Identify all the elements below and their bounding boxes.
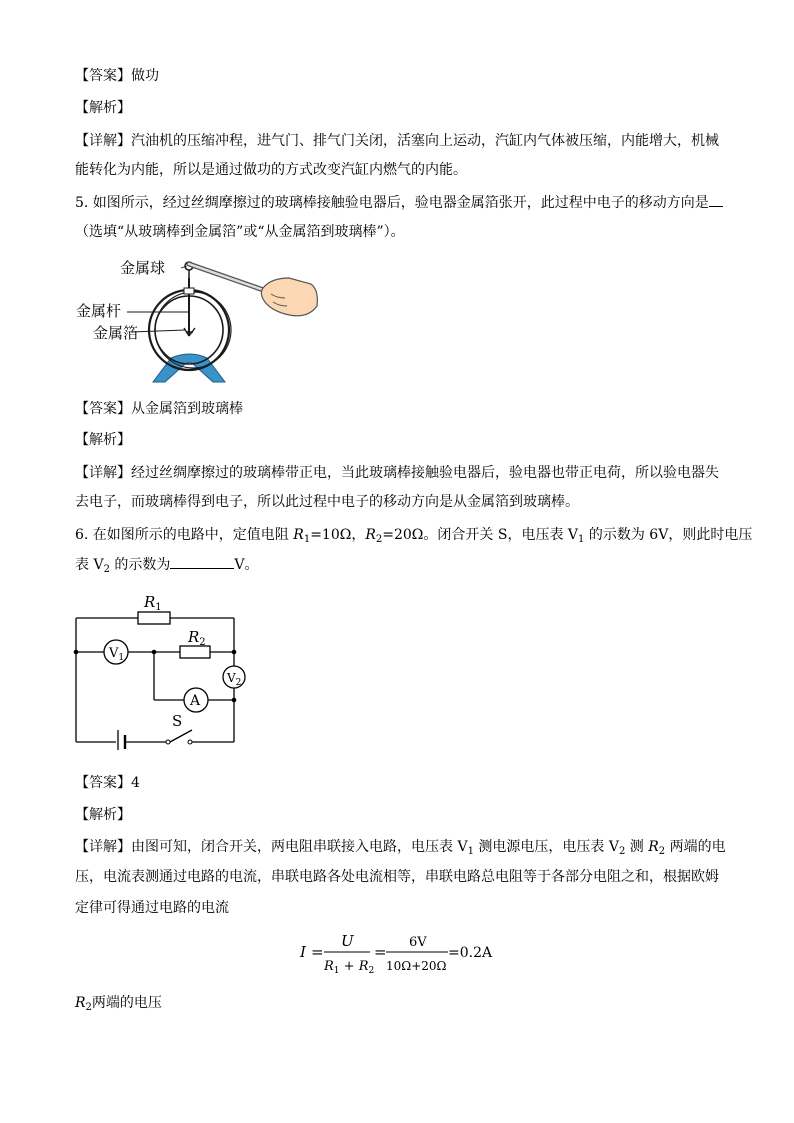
text: 6. 在如图所示的电路中，定值电阻: [75, 527, 294, 543]
q6-detail-line3: 定律可得通过电路的电流: [75, 900, 229, 916]
electroscope-figure: [75, 254, 325, 386]
q4-detail-line1: [75, 131, 719, 151]
text: =20Ω。闭合开关 S，电压表 V: [382, 527, 579, 543]
r2-sub: 2: [658, 846, 666, 857]
den-r1-sub: 1: [333, 966, 340, 976]
r2-symbol: R: [648, 839, 659, 855]
q5-detail-line2: 去电子，而玻璃棒得到电子，所以此过程中电子的移动方向是从金属箔到玻璃棒。: [75, 494, 579, 510]
text: 测: [625, 839, 649, 855]
q4-answer-line: [75, 66, 159, 86]
label-s: S: [172, 712, 183, 730]
analysis-tag: 【解析】: [75, 807, 131, 823]
formula-result: =0.2A: [448, 945, 493, 961]
ohm-formula: [298, 930, 508, 978]
q5-answer-line: [75, 399, 243, 419]
answer-text: 4: [131, 775, 140, 791]
r2-symbol: R: [75, 995, 86, 1011]
r2-symbol: R: [365, 527, 376, 543]
q6-detail-line2: 压，电流表测通过电路的电流，串联电路各处电流相等，串联电路总电阻等于各部分电阻之和，根据欧姆: [75, 869, 719, 885]
label-a: A: [190, 693, 201, 709]
label-rod: 金属杆: [76, 302, 122, 320]
r1-sub: 1: [303, 534, 311, 545]
text: V。: [234, 557, 259, 573]
text: 的示数为: [109, 557, 171, 573]
v2-sub: 2: [235, 678, 242, 688]
r1-symbol: R: [293, 527, 304, 543]
hand: [261, 278, 317, 316]
q6-question-line1: [75, 525, 752, 550]
formula-num1: U: [341, 932, 354, 950]
q5-detail-line1: [75, 463, 719, 483]
text: 的示数为 6V，则此时电压: [584, 527, 753, 543]
label-r1: [143, 593, 162, 613]
text: 表 V: [75, 557, 104, 573]
label-ball: 金属球: [120, 259, 166, 277]
v1-letter: V: [109, 646, 119, 661]
text: =10Ω，: [310, 527, 366, 543]
circuit-diagram: [70, 588, 250, 750]
answer-tag: 【答案】: [75, 68, 131, 84]
answer-blank: [709, 194, 723, 207]
q6-analysis-line: [75, 805, 131, 825]
resistor-r1: [138, 612, 170, 624]
den-r1: R: [324, 959, 334, 974]
answer-tag: 【答案】: [75, 401, 131, 417]
detail-tag: 【详解】: [75, 839, 131, 855]
v1-sub: 1: [118, 653, 125, 663]
text: 两端的电压: [91, 995, 162, 1011]
v2-sub: 2: [103, 564, 110, 575]
q5-analysis-line: [75, 430, 131, 450]
r2-sub: 2: [85, 1002, 92, 1013]
v1-sub: 1: [467, 846, 474, 857]
q6-question-line2: [75, 555, 259, 580]
formula-eq1: =: [311, 943, 324, 961]
formula-den1: [323, 959, 374, 976]
r2-sub: 2: [199, 637, 206, 648]
r2-letter: R: [188, 628, 200, 646]
text: 由图可知，闭合开关，两电阻串联接入电路，电压表 V: [131, 839, 468, 855]
q6-answer-line: [75, 773, 140, 793]
den-r2: R: [358, 959, 369, 974]
detail-text: 汽油机的压缩冲程，进气门、排气门关闭，活塞向上运动，汽缸内气体被压缩，内能增大，机械: [131, 133, 719, 149]
v2-letter: V: [227, 671, 236, 685]
q4-analysis-line: [75, 98, 131, 118]
r1-letter: R: [144, 593, 156, 611]
label-r2: [187, 628, 206, 648]
v2-sub: 2: [618, 846, 626, 857]
analysis-tag: 【解析】: [75, 100, 131, 116]
formula-den2: 10Ω+20Ω: [386, 959, 447, 973]
q5-question-line1: [75, 193, 723, 213]
detail-text: 经过丝绸摩擦过的玻璃棒带正电，当此玻璃棒接触验电器后，验电器也带正电荷，所以验电器失: [131, 465, 719, 481]
answer-tag: 【答案】: [75, 775, 131, 791]
formula-num2: 6V: [409, 935, 427, 950]
r2-sub: 2: [375, 534, 383, 545]
v1-sub: 1: [578, 534, 585, 545]
question-text: 5. 如图所示，经过丝绸摩擦过的玻璃棒接触验电器后，验电器金属箔张开，此过程中电子的移动方向是: [75, 195, 709, 211]
r1-sub: 1: [155, 602, 162, 613]
den-plus: +: [339, 959, 359, 974]
last-line: [75, 993, 162, 1018]
answer-text: 从金属箔到玻璃棒: [131, 401, 243, 417]
detail-tag: 【详解】: [75, 133, 131, 149]
answer-text: 做功: [131, 68, 159, 84]
q5-question-line2: （选填“从玻璃棒到金属箔”或“从金属箔到玻璃棒”）。: [75, 224, 405, 240]
q4-detail-line2: 能转化为内能，所以是通过做功的方式改变汽缸内燃气的内能。: [75, 162, 467, 178]
formula-i: I: [300, 943, 306, 961]
detail-tag: 【详解】: [75, 465, 131, 481]
text: 两端的电: [665, 839, 726, 855]
formula-eq2: =: [374, 943, 387, 961]
analysis-tag: 【解析】: [75, 432, 131, 448]
text: 测电源电压，电压表 V: [473, 839, 619, 855]
den-r2-sub: 2: [368, 966, 375, 976]
answer-blank: [170, 556, 234, 569]
q6-detail-line1: [75, 837, 726, 862]
label-foil: 金属箔: [93, 324, 139, 342]
